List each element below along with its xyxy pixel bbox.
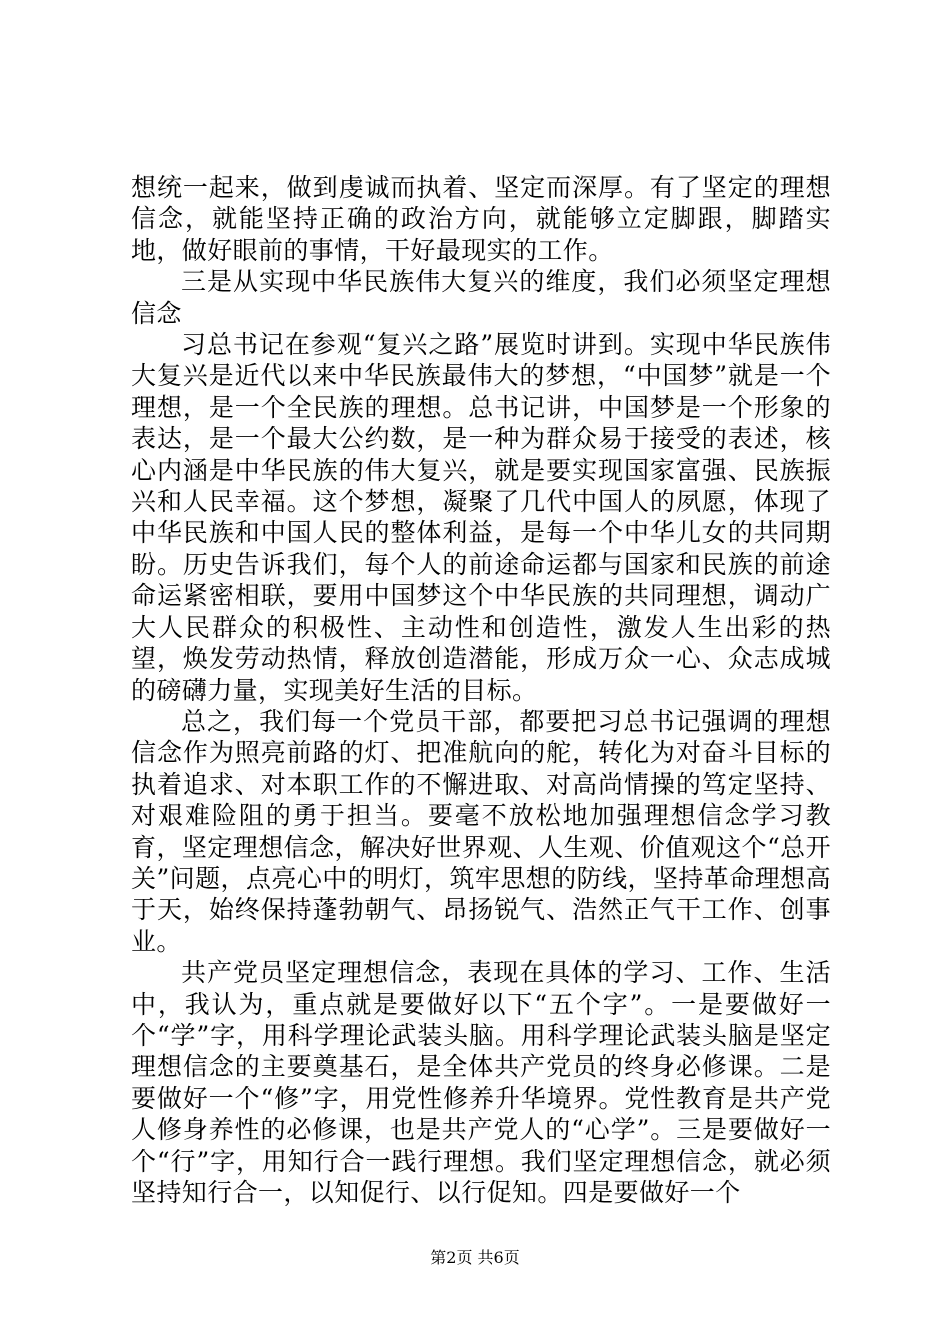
page-number-footer: 第2页 共6页 [430, 1248, 520, 1267]
paragraph-summary: 总之，我们每一个党员干部，都要把习总书记强调的理想信念作为照亮前路的灯、把准航向的舵，转化为对奋斗目标的执着追求、对本职工作的不懈进取、对高尚情操的笃定坚持、对艰难险阻的勇于担当。要毫不放松地加强理想信念学习教育，坚定理想信念，解决好世界观、人生观、价值观这个“总开关”问题，点亮心中的明灯，筑牢思想的防线，坚持革命理想高于天，始终保持蓬勃朝气、昂扬锐气、浩然正气干工作、创事业。 [131, 706, 831, 956]
document-body [131, 172, 831, 1208]
paragraph-five-characters: 共产党员坚定理想信念，表现在具体的学习、工作、生活中，我认为，重点就是要做好以下“五个字”。一是要做好一个“学”字，用科学理论武装头脑。用科学理论武装头脑是坚定理想信念的主要奠基石，是全体共产党员的终身必修课。二是要做好一个“修”字，用党性修养升华境界。党性教育是共产党人修身养性的必修课，也是共产党人的“心学”。三是要做好一个“行”字，用知行合一践行理想。我们坚定理想信念，就必须坚持知行合一，以知促行、以行促知。四是要做好一个 [131, 958, 831, 1207]
paragraph-chinese-dream: 习总书记在参观“复兴之路”展览时讲到。实现中华民族伟大复兴是近代以来中华民族最伟大的梦想，“中国梦”就是一个理想，是一个全民族的理想。总书记讲，中国梦是一个形象的表达，是一个最大公约数，是一种为群众易于接受的表述，核心内涵是中华民族的伟大复兴，就是要实现国家富强、民族振兴和人民幸福。这个梦想，凝聚了几代中国人的夙愿，体现了中华民族和中国人民的整体利益，是每一个中华儿女的共同期盼。历史告诉我们，每个人的前途命运都与国家和民族的前途命运紧密相联，要用中国梦这个中华民族的共同理想，调动广大人民群众的积极性、主动性和创造性，激发人生出彩的热望，焕发劳动热情，释放创造潜能，形成万众一心、众志成城的磅礴力量，实现美好生活的目标。 [131, 330, 831, 705]
paragraph-continuation: 想统一起来，做到虔诚而执着、坚定而深厚。有了坚定的理想信念，就能坚持正确的政治方向，就能够立定脚跟，脚踏实地，做好眼前的事情，干好最现实的工作。 [131, 173, 831, 265]
paragraph-heading-three: 三是从实现中华民族伟大复兴的维度，我们必须坚定理想信念 [131, 267, 831, 328]
